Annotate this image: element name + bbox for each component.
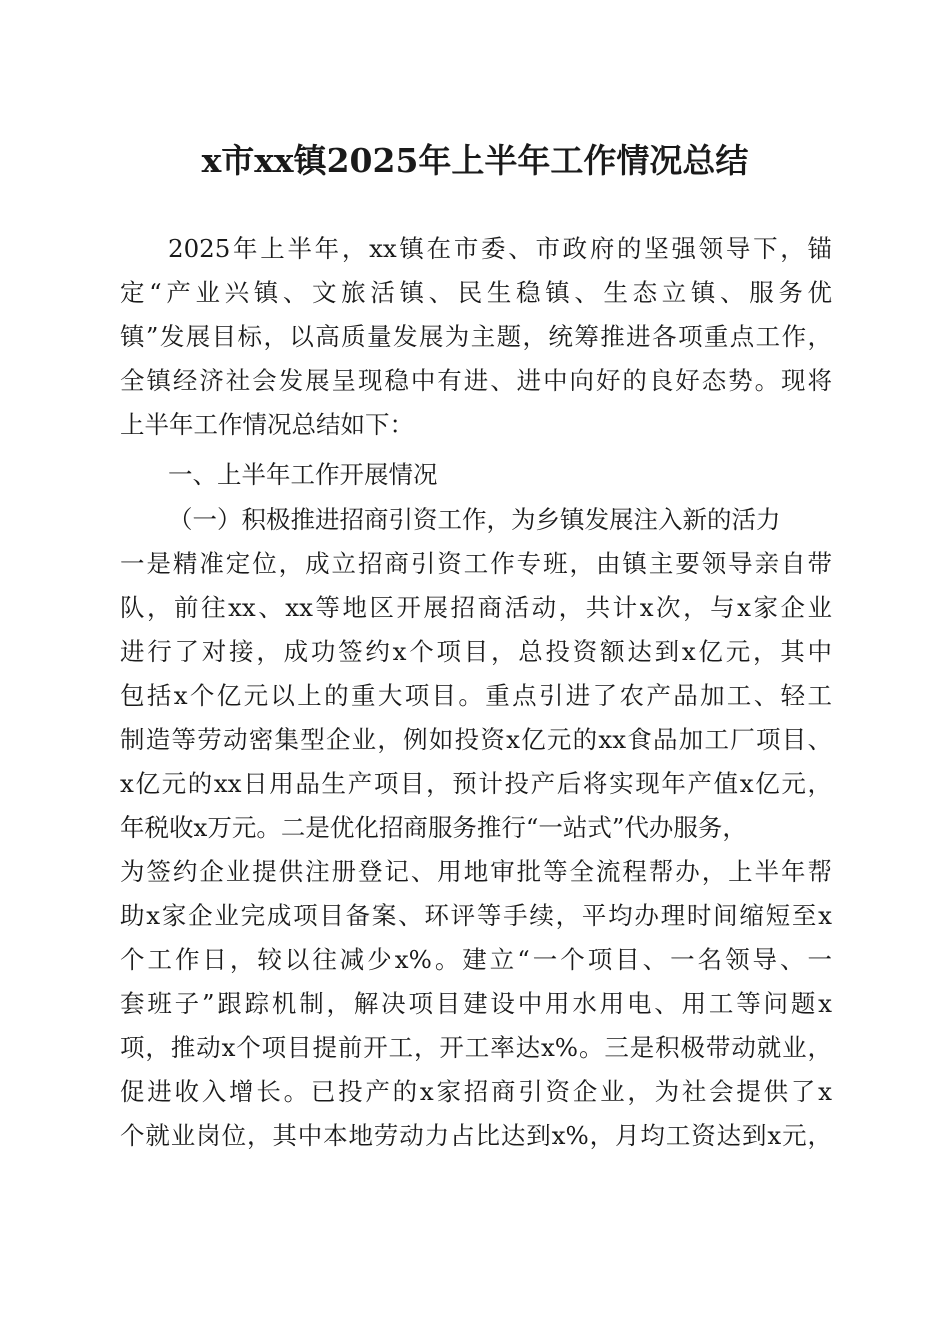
section-heading: 一、上半年工作开展情况 xyxy=(168,460,438,489)
body-line: 套班子”跟踪机制，解决项目建设中用水用电、用工等问题x xyxy=(120,989,832,1018)
body-line: 包括x个亿元以上的重大项目。重点引进了农产品加工、轻工 xyxy=(120,681,832,710)
body-line: 个工作日，较以往减少x%。建立“一个项目、一名领导、一 xyxy=(120,945,832,974)
intro-line: 定“产业兴镇、文旅活镇、民生稳镇、生态立镇、服务优 xyxy=(120,278,832,307)
body-line: 一是精准定位，成立招商引资工作专班，由镇主要领导亲自带 xyxy=(120,549,832,578)
body-line: 年税收x万元。二是优化招商服务推行“一站式”代办服务， xyxy=(120,813,747,842)
document-title: x市xx镇2025年上半年工作情况总结 xyxy=(201,141,749,180)
body-line: 进行了对接，成功签约x个项目，总投资额达到x亿元，其中 xyxy=(120,637,832,666)
intro-line: 全镇经济社会发展呈现稳中有进、进中向好的良好态势。现将 xyxy=(120,366,832,395)
body-line: 为签约企业提供注册登记、用地审批等全流程帮办，上半年帮 xyxy=(120,857,832,886)
body-line: x亿元的xx日用品生产项目，预计投产后将实现年产值x亿元， xyxy=(120,769,832,798)
body-line: 项，推动x个项目提前开工，开工率达x%。三是积极带动就业， xyxy=(120,1033,832,1062)
body-line: 队，前往xx、xx等地区开展招商活动，共计x次，与x家企业 xyxy=(120,593,832,622)
subsection-heading: （一）积极推进招商引资工作，为乡镇发展注入新的活力 xyxy=(168,505,781,534)
intro-line: 上半年工作情况总结如下： xyxy=(120,410,414,439)
body-line: 制造等劳动密集型企业，例如投资x亿元的xx食品加工厂项目、 xyxy=(120,725,832,754)
intro-line: 镇”发展目标，以高质量发展为主题，统筹推进各项重点工作， xyxy=(120,322,832,351)
intro-line: 2025年上半年，xx镇在市委、市政府的坚强领导下，锚 xyxy=(168,234,832,263)
body-line: 个就业岗位，其中本地劳动力占比达到x%，月均工资达到x元， xyxy=(120,1121,832,1150)
body-line: 助x家企业完成项目备案、环评等手续，平均办理时间缩短至x xyxy=(120,901,832,930)
body-line: 促进收入增长。已投产的x家招商引资企业，为社会提供了x xyxy=(120,1077,832,1106)
